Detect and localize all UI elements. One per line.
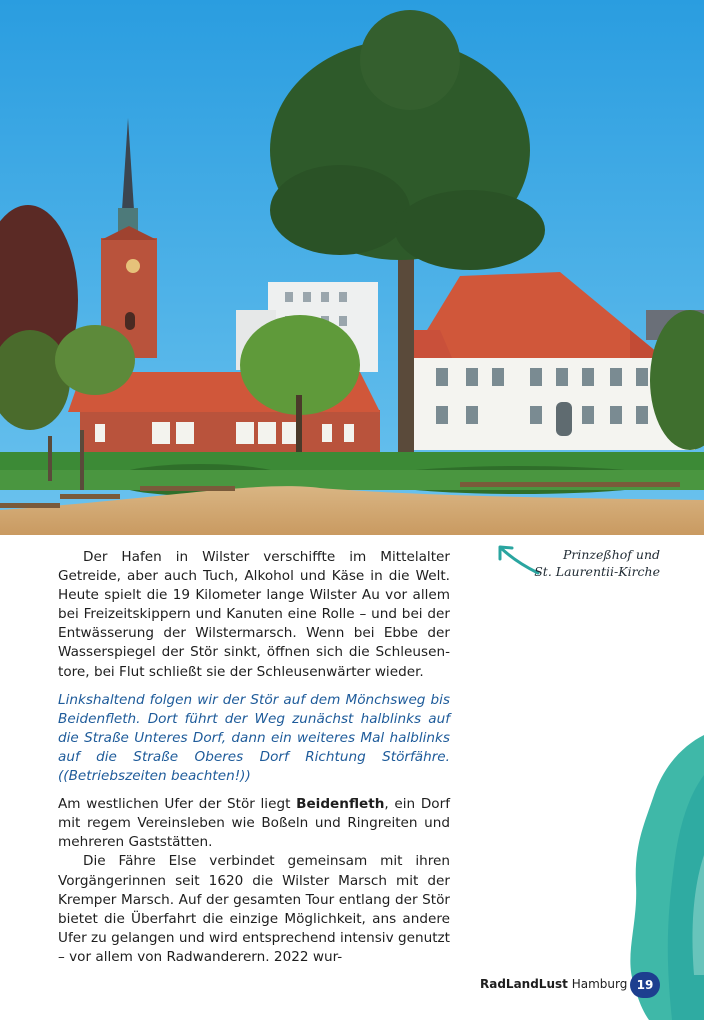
article-body: [58, 548, 450, 967]
paragraph-wilster-harbor: Der Hafen in Wilster verschiffte im Mittelalter Getreide, aber auch Tuch, Alkohol und Käse in die Welt. Heute spielt die 19 Kilometer lange Wilster Au vor allem bei Freizeitskippern und Kanuten eine Rolle – und bei der Entwässerung der Wilstermarsch. Wenn bei Ebbe der Wasserspiegel der Stör sinkt, öffnen sich die Schleusentore, bei Flut schließt sie der Schleusenwärter wieder.: [58, 549, 450, 680]
photo-caption: [520, 546, 660, 580]
beidenfleth-rest: , ein Dorf mit regem Vereinsleben wie Boßeln und Ringreiten und mehreren Gaststätten.: [58, 796, 450, 851]
page-number: 19: [630, 972, 660, 998]
route-directions: Linkshaltend folgen wir der Stör auf dem Mönchsweg bis Beidenfleth. Dort führt der Weg zunächst halblinks auf die Straße Unteres Dorf, dann ein weiteres Mal halblinks auf die Straße Oberes Dorf Richtung Störfähre. ((Betriebszeiten beachten!)): [58, 691, 450, 785]
footer-brand: RadLandLust: [480, 977, 568, 991]
beidenfleth-intro: Am westlichen Ufer der Stör liegt: [58, 796, 297, 813]
page-footer: [480, 976, 627, 992]
paragraph-ferry-else: Die Fähre Else verbindet gemeinsam mit ihren Vorgängerinnen seit 1620 die Wilster Marsch mit der Kremper Marsch. Auf der gesamten Tour entlang der Stör bietet die Überfahrt die einzige Möglichkeit, ans andere Ufer zu gelangen und wird entsprechend intensiv genutzt – vor allem von Radwanderern. 2022 wur-: [58, 853, 450, 965]
beidenfleth-bold: Beidenfleth: [296, 796, 385, 813]
paragraph-beidenfleth: [58, 795, 450, 852]
caption-line-1: Prinzeßhof und: [562, 547, 660, 562]
footer-region: Hamburg: [567, 977, 628, 991]
caption-line-2: St. Laurentii-Kirche: [534, 564, 660, 579]
